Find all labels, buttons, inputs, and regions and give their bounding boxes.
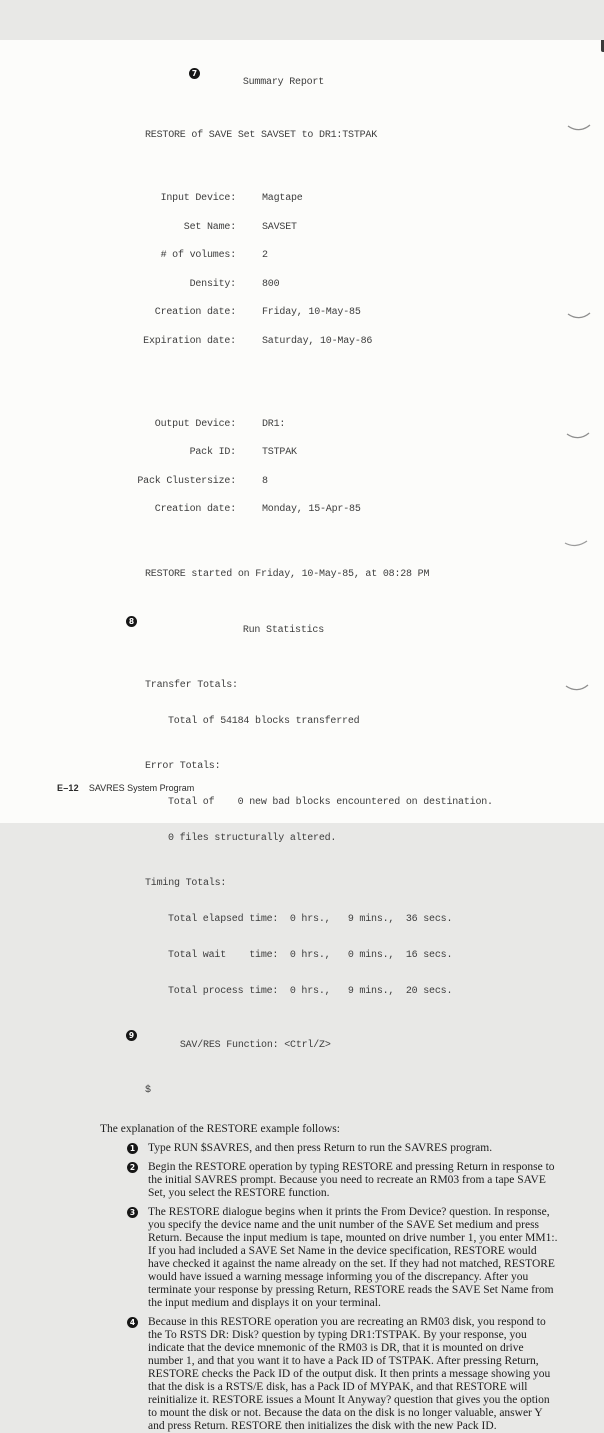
input-device-fields <box>145 175 604 365</box>
timing-totals-heading: Timing Totals: <box>145 877 227 889</box>
field-label: Density: <box>189 278 236 290</box>
transfer-totals-heading: Transfer Totals: <box>145 680 238 691</box>
field-value: SAVSET <box>262 221 297 233</box>
footer-title: SAVRES System Program <box>88 783 195 793</box>
field-value: 800 <box>262 278 280 290</box>
savres-function-line <box>128 1031 604 1060</box>
field-value: DR1: <box>262 418 286 430</box>
timing-row-wait: Total wait time: 0 hrs., 0 mins., 16 secs. <box>168 949 453 961</box>
callout-4-badge: 4 <box>127 1317 138 1328</box>
field-label: Pack ID: <box>189 447 236 458</box>
explanation-item-text: The RESTORE dialogue begins when it prints the From Device? question. In response, you specify the device name and the unit number of the SAVE Set medium and press Return. Because the input medium is tape, mounted on drive number 1, you enter MM1:. If you had included a SAVE Set Name in the device specification, RESTORE would have checked it against the name already on the set. If they had not matched, RESTORE would have issued a warning message informing you of the discrepancy. After you terminate your response by pressing Return, RESTORE reads the SAVE Set Name from the input medium and displays it on your terminal. <box>148 1205 558 1309</box>
field-label: Output Device: <box>154 418 236 430</box>
field-row <box>145 337 604 347</box>
timing-row-elapsed: Total elapsed time: 0 hrs., 9 mins., 36 secs. <box>168 913 453 925</box>
field-value: 2 <box>262 250 268 261</box>
field-row <box>145 194 604 204</box>
field-row <box>145 308 604 318</box>
error-totals-heading: Error Totals: <box>145 761 221 772</box>
manual-page <box>0 40 604 1432</box>
page-curl-mark <box>566 431 590 440</box>
field-value: TSTPAK <box>262 447 297 458</box>
explanation-item-4 <box>127 1316 560 1433</box>
error-totals-line1: Total of 0 new bad blocks encountered on destination. <box>168 797 493 808</box>
page-curl-mark <box>565 683 589 692</box>
summary-report-title: Summary Report <box>242 77 325 88</box>
callout-2-badge: 2 <box>127 1162 138 1173</box>
field-label: Pack Clustersize: <box>137 475 236 487</box>
timing-row-process: Total process time: 0 hrs., 9 mins., 20 secs. <box>168 985 453 997</box>
field-row <box>145 223 604 233</box>
explanation-item-2 <box>127 1161 560 1200</box>
explanation-item-text: Because in this RESTORE operation you are recreating an RM03 disk, you respond to the To RSTS DR: Disk? question by typing DR1:TSTPAK. By your response, you indicate that the device mnemonic of the RM03 is DR, that it is mounted on drive number 1, and that you want it to have a Pack ID of TSTPAK. After pressing Return, RESTORE checks the Pack ID of the output disk. It then prints a message showing you that the disk is a RSTS/E disk, has a Pack ID of MYPAK, and that RESTORE will reinitialize it. RESTORE issues a Mount It Anyway? question that gives you the option to mount the disk or not. Because the data on the disk is no longer valuable, answer Y and press Return. RESTORE then initializes the disk with the new Pack ID. <box>148 1315 551 1432</box>
field-label: Input Device: <box>160 193 236 204</box>
callout-9-badge: 9 <box>126 1030 137 1041</box>
field-label: Expiration date: <box>143 335 236 347</box>
callout-7-badge: 7 <box>189 68 200 79</box>
field-row <box>145 448 604 458</box>
page-number: E–12 <box>57 783 79 793</box>
callout-1-badge: 1 <box>127 1143 138 1154</box>
explanation-item-text: Type RUN $SAVRES, and then press Return to run the SAVRES program. <box>148 1141 493 1154</box>
page-curl-mark <box>564 539 588 548</box>
restore-save-set-line: RESTORE of SAVE Set SAVSET to DR1:TSTPAK <box>145 129 378 141</box>
page-footer <box>57 783 194 793</box>
explanation-item-text: Begin the RESTORE operation by typing RESTORE and pressing Return in response to the initial SAVRES prompt. Because you need to recreate an RM03 from a tape SAVE Set, you select the RESTORE function. <box>148 1160 555 1199</box>
explanation-intro: The explanation of the RESTORE example follows: <box>100 1122 340 1135</box>
field-row <box>145 420 604 430</box>
field-value: Magtape <box>262 193 303 204</box>
field-value: 8 <box>262 475 268 487</box>
field-value: Saturday, 10-May-86 <box>262 335 373 347</box>
field-label: # of volumes: <box>160 250 236 261</box>
field-label: Creation date: <box>154 307 236 318</box>
shell-prompt-line: $ <box>145 1085 151 1096</box>
run-statistics-title: Run Statistics <box>242 625 325 636</box>
callout-3-badge: 3 <box>127 1207 138 1218</box>
output-device-fields <box>137 401 604 534</box>
callout-8-badge: 8 <box>126 616 137 627</box>
field-row <box>145 280 604 290</box>
page-curl-mark <box>567 123 591 132</box>
run-statistics-header <box>128 616 604 646</box>
transfer-totals-line: Total of 54184 blocks transferred <box>168 715 360 727</box>
field-value: Monday, 15-Apr-85 <box>262 504 361 515</box>
page-curl-mark <box>567 311 591 320</box>
summary-report-header <box>191 68 604 98</box>
field-label: Creation date: <box>154 504 236 515</box>
field-label: Set Name: <box>183 221 236 233</box>
field-value: Friday, 10-May-85 <box>262 307 361 318</box>
restore-started-line: RESTORE started on Friday, 10-May-85, at 08:28 PM <box>145 569 430 580</box>
explanation-item-3 <box>127 1206 560 1310</box>
field-row <box>137 475 604 487</box>
savres-function-text: SAV/RES Function: <Ctrl/Z> <box>179 1039 331 1051</box>
explanation-section <box>100 1123 560 1433</box>
field-row <box>145 251 604 261</box>
field-row <box>145 505 604 515</box>
explanation-item-1 <box>127 1142 560 1155</box>
error-totals-line2: 0 files structurally altered. <box>168 833 337 844</box>
